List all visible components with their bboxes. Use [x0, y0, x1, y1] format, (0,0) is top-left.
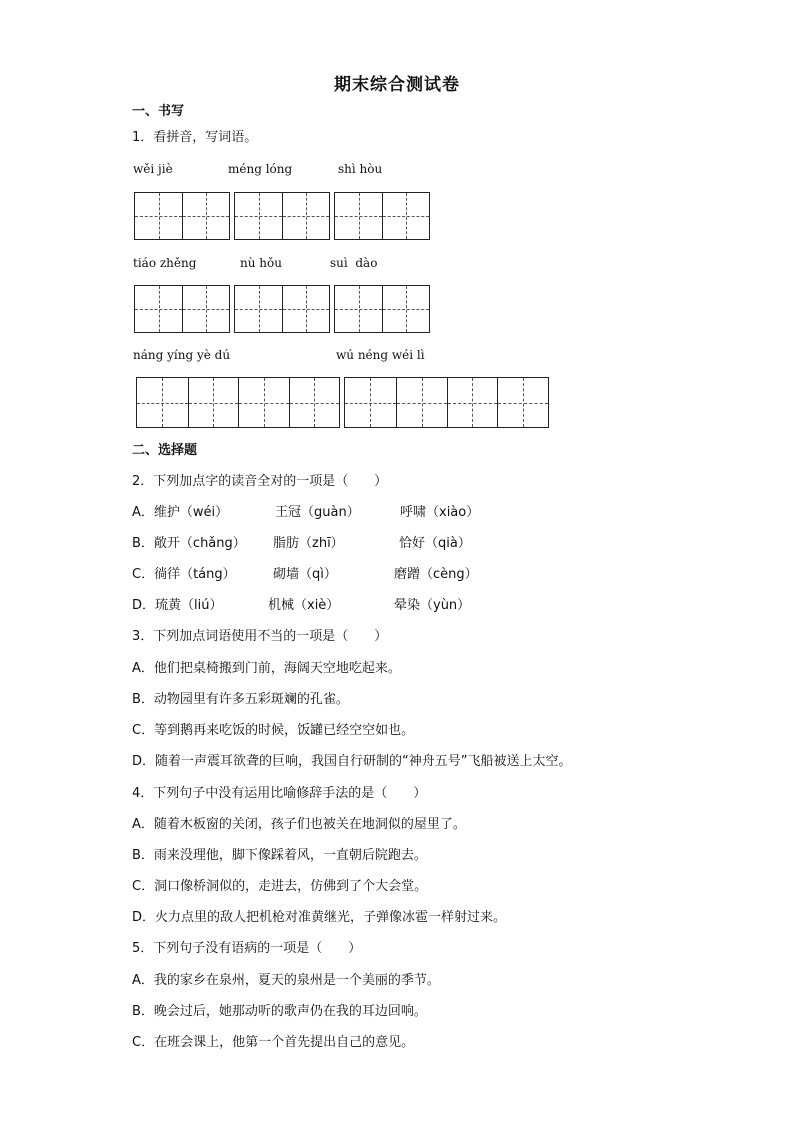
- q2-option-b-word3: 恰好（qià）: [399, 536, 471, 551]
- q2-option-b-word2: 脂肪（zhī）: [273, 536, 344, 551]
- grid-cell: [335, 193, 382, 239]
- q3-option-a[interactable]: A．他们把桌椅搬到门前，海阔天空地吃起来。: [132, 661, 401, 676]
- pinyin-label: tiáo zhěng: [133, 256, 197, 270]
- q5-option-a[interactable]: A．我的家乡在泉州，夏天的泉州是一个美丽的季节。: [132, 973, 440, 988]
- writing-grid[interactable]: [134, 192, 230, 240]
- q2-option-d-word3: 晕染（yùn）: [394, 598, 471, 613]
- pinyin-label: méng lóng: [228, 162, 293, 176]
- page-title: 期末综合测试卷: [334, 75, 460, 95]
- q2-option-a-word2: 王冠（guàn）: [275, 505, 360, 520]
- writing-grid[interactable]: [234, 192, 330, 240]
- q5-option-c[interactable]: C．在班会课上，他第一个首先提出自己的意见。: [132, 1035, 415, 1050]
- q2-option-b[interactable]: B．敞开（chǎng）: [132, 536, 246, 551]
- grid-cell: [135, 286, 182, 332]
- grid-cell: [345, 378, 396, 427]
- grid-cell: [497, 378, 548, 427]
- grid-cell: [282, 193, 329, 239]
- grid-cell: [182, 193, 229, 239]
- grid-cell: [447, 378, 498, 427]
- pinyin-label: wú néng wéi lì: [336, 348, 425, 362]
- grid-cell: [182, 286, 229, 332]
- grid-cell: [188, 378, 239, 427]
- q4-option-b[interactable]: B．雨来没理他，脚下像踩着风，一直朝后院跑去。: [132, 848, 427, 863]
- grid-cell: [289, 378, 340, 427]
- q3-option-d[interactable]: D．随着一声震耳欲聋的巨响，我国自行研制的“神舟五号”飞船被送上太空。: [132, 754, 572, 769]
- writing-grid[interactable]: [344, 377, 549, 428]
- question-5-stem: 5．下列句子没有语病的一项是（ ）: [132, 941, 362, 956]
- writing-grid[interactable]: [134, 285, 230, 333]
- pinyin-label: wěi jiè: [133, 162, 173, 176]
- q3-option-b[interactable]: B．动物园里有许多五彩斑斓的孔雀。: [132, 692, 349, 707]
- q2-option-c[interactable]: C．徜徉（táng）: [132, 567, 236, 582]
- question-2-stem: 2．下列加点字的读音全对的一项是（ ）: [132, 474, 388, 489]
- pinyin-label: nù hǒu: [240, 256, 282, 270]
- writing-grid[interactable]: [334, 285, 430, 333]
- writing-grid[interactable]: [234, 285, 330, 333]
- q2-option-a-word3: 呼啸（xiào）: [400, 505, 480, 520]
- q2-option-c-word3: 磨蹭（cèng）: [394, 567, 478, 582]
- grid-cell: [135, 193, 182, 239]
- grid-cell: [235, 193, 282, 239]
- q4-option-a[interactable]: A．随着木板窗的关闭，孩子们也被关在地洞似的屋里了。: [132, 817, 466, 832]
- grid-cell: [382, 286, 429, 332]
- grid-cell: [235, 286, 282, 332]
- q4-option-c[interactable]: C．洞口像桥洞似的，走进去，仿佛到了个大会堂。: [132, 879, 428, 894]
- question-1-stem: 1．看拼音，写词语。: [132, 130, 258, 145]
- q2-option-d[interactable]: D．琉黄（liú）: [132, 598, 223, 613]
- grid-cell: [137, 378, 188, 427]
- writing-grid[interactable]: [334, 192, 430, 240]
- pinyin-label: shì hòu: [338, 162, 383, 176]
- section-heading-writing: 一、书写: [132, 104, 185, 119]
- q4-option-d[interactable]: D．火力点里的敌人把机枪对准黄继光，子弹像冰雹一样射过来。: [132, 910, 507, 925]
- q2-option-c-word2: 砌墙（qì）: [273, 567, 337, 582]
- section-heading-choice: 二、选择题: [132, 443, 198, 458]
- q3-option-c[interactable]: C．等到鹅再来吃饭的时候，饭罐已经空空如也。: [132, 723, 415, 738]
- q2-option-d-word2: 机械（xiè）: [268, 598, 340, 613]
- q5-option-b[interactable]: B．晚会过后，她那动听的歌声仍在我的耳边回响。: [132, 1004, 427, 1019]
- pinyin-label: suì dào: [330, 256, 378, 270]
- grid-cell: [335, 286, 382, 332]
- pinyin-label: náng yíng yè dú: [133, 348, 231, 362]
- writing-grid[interactable]: [136, 377, 340, 428]
- grid-cell: [282, 286, 329, 332]
- grid-cell: [396, 378, 447, 427]
- grid-cell: [238, 378, 289, 427]
- q2-option-a[interactable]: A．维护（wéi）: [132, 505, 229, 520]
- grid-cell: [382, 193, 429, 239]
- question-4-stem: 4．下列句子中没有运用比喻修辞手法的是（ ）: [132, 786, 427, 801]
- question-3-stem: 3．下列加点词语使用不当的一项是（ ）: [132, 629, 388, 644]
